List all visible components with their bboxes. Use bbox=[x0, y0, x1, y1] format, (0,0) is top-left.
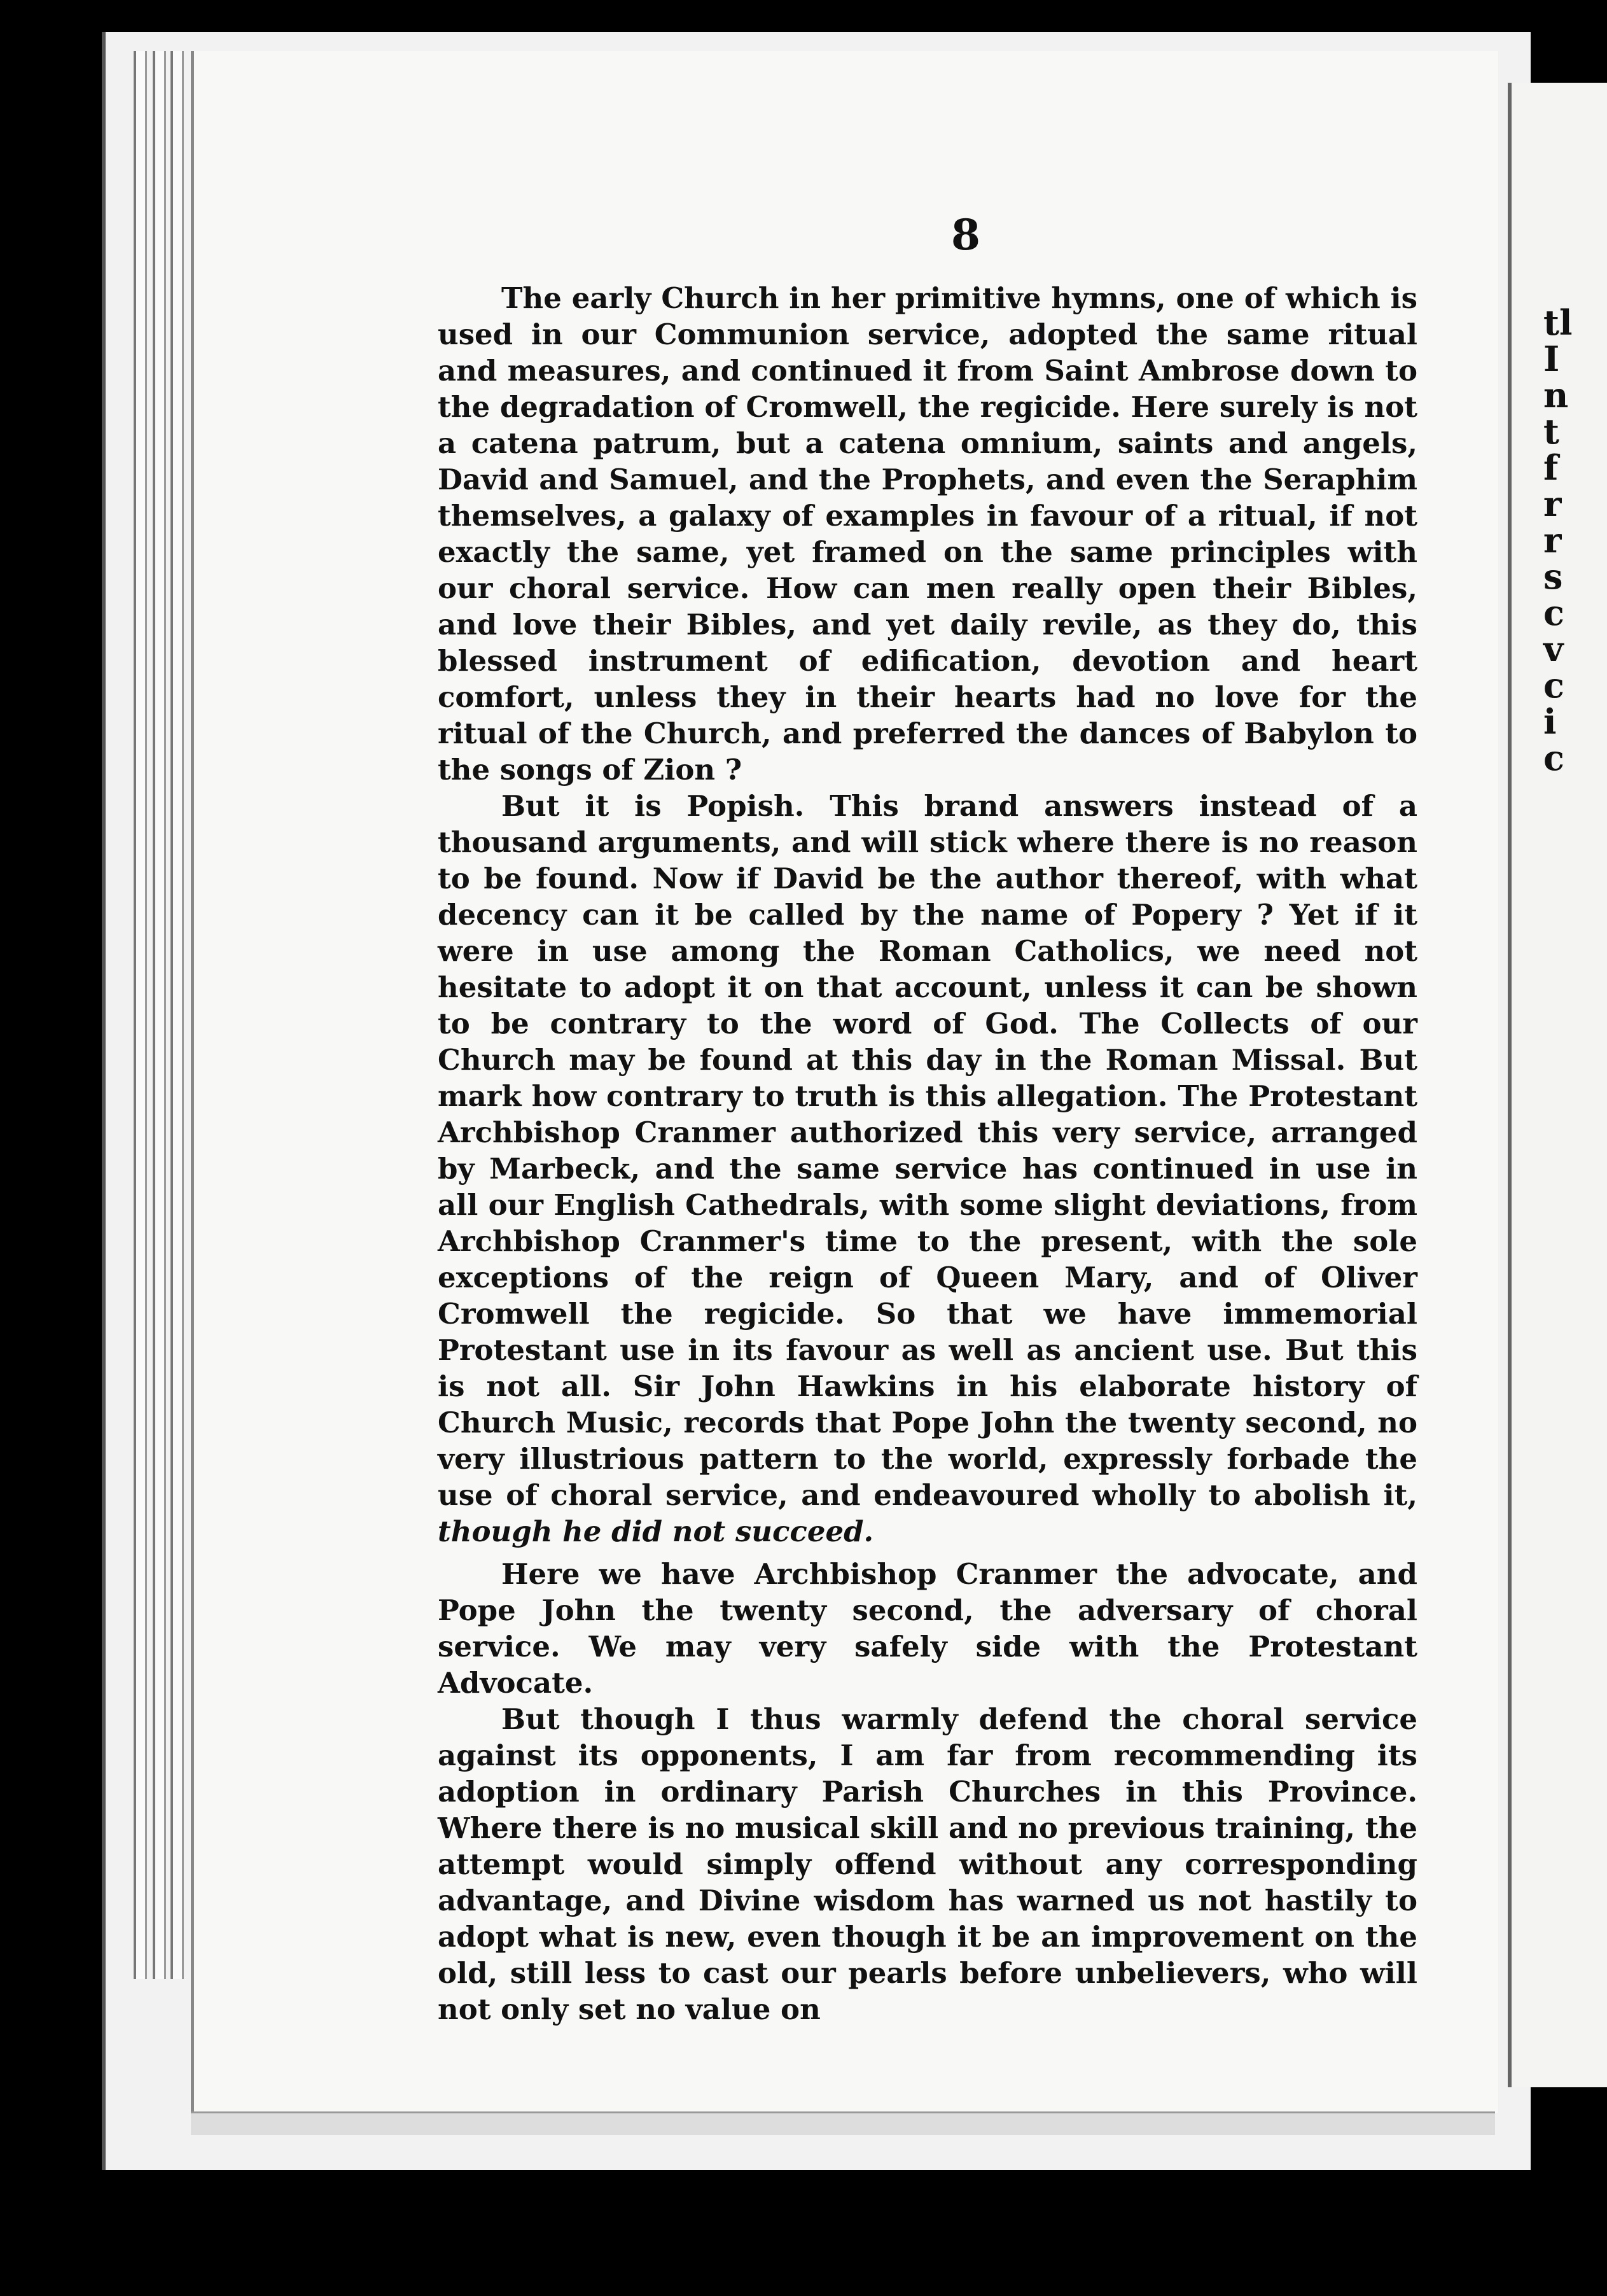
body-text bbox=[438, 280, 1417, 2027]
page-edge bbox=[153, 51, 166, 1979]
facing-page-fragment: v bbox=[1543, 629, 1564, 669]
page-edge bbox=[170, 51, 184, 1979]
facing-page-fragment: t bbox=[1543, 411, 1559, 452]
facing-page-fragment: c bbox=[1543, 738, 1564, 778]
paragraph: The early Church in her primitive hymns, one of which is used in our Communion service, adopted the same ritual and measures, and continued it from Saint Ambrose down to the degradation of Cromwell, the regicide. Here surely is not a catena patrum, but a catena omnium, saints and angels, David and Samuel, and the Prophets, and even the Seraphim themselves, a galaxy of examples in favour of a ritual, if not exactly the same, yet framed on the same principles with our choral service. How can men really open their Bibles, and love their Bibles, and yet daily revile, as they do, this blessed instrument of edification, devotion and heart comfort, unless they in their hearts had no love for the ritual of the Church, and preferred the dances of Babylon to the songs of Zion ? bbox=[438, 281, 1417, 787]
paragraph: Here we have Archbishop Cranmer the advocate, and Pope John the twenty second, the adversary of choral service. We may very safely side with the Protestant Advocate. bbox=[438, 1557, 1417, 1700]
facing-page-fragment: r bbox=[1543, 484, 1562, 524]
facing-page-fragment: i bbox=[1543, 701, 1557, 742]
paragraph: But though I thus warmly defend the choral service against its opponents, I am far from recommending its adoption in ordinary Parish Churches in this Province. Where there is no musical skill and no previous training, the attempt would simply offend without any corresponding advantage, and Divine wisdom has warned us not hastily to adopt what is new, even though it be an improvement on the old, still less to cast our pearls before unbelievers, who will not only set no value on bbox=[438, 1702, 1417, 2026]
facing-page-fragment: n bbox=[1543, 375, 1569, 416]
facing-page-fragment: f bbox=[1543, 447, 1559, 488]
facing-page-fragment: c bbox=[1543, 665, 1564, 706]
facing-page-fragment: I bbox=[1543, 339, 1560, 379]
facing-page-fragment: tl bbox=[1543, 302, 1573, 343]
paragraph-text: But it is Popish. This brand answers instead of a thousand arguments, and will stick where there is no reason to be found. Now if David be the author thereof, with what decency can it be called by the name of Popery ? Yet if it were in use among the Roman Catholics, we need not hesitate to adopt it on that account, unless it can be shown to be contrary to the word of God. The Collects of our Church may be found at this day in the Roman Missal. But mark how contrary to truth is this allegation. The Protestant Archbishop Cranmer authorized this very service, arranged by Marbeck, and the same service has continued in use in all our English Cathedrals, with some slight deviations, from Archbishop Cranmer's time to the present, with the sole exceptions of the reign of Queen Mary, and of Oliver Cromwell the regicide. So that we have immemorial Protestant use in its favour as well as ancient use. But this is not all. Sir John Hawkins in his elaborate history of Church Music, records that Pope John the twenty second, no very illustrious pattern to the world, expressly forbade the use of choral service, and endeavoured wholly to abolish it, bbox=[438, 789, 1417, 1512]
facing-page bbox=[1508, 83, 1607, 2087]
paragraph-italic-text: though he did not succeed. bbox=[438, 1515, 874, 1548]
paragraph bbox=[438, 788, 1417, 1550]
page-bottom-edge bbox=[191, 2111, 1495, 2135]
facing-page-fragment: c bbox=[1543, 592, 1564, 633]
facing-page-fragment: s bbox=[1543, 556, 1563, 597]
facing-page-fragment: r bbox=[1543, 520, 1562, 561]
page-edge bbox=[134, 51, 147, 1979]
page-number: 8 bbox=[951, 210, 980, 260]
